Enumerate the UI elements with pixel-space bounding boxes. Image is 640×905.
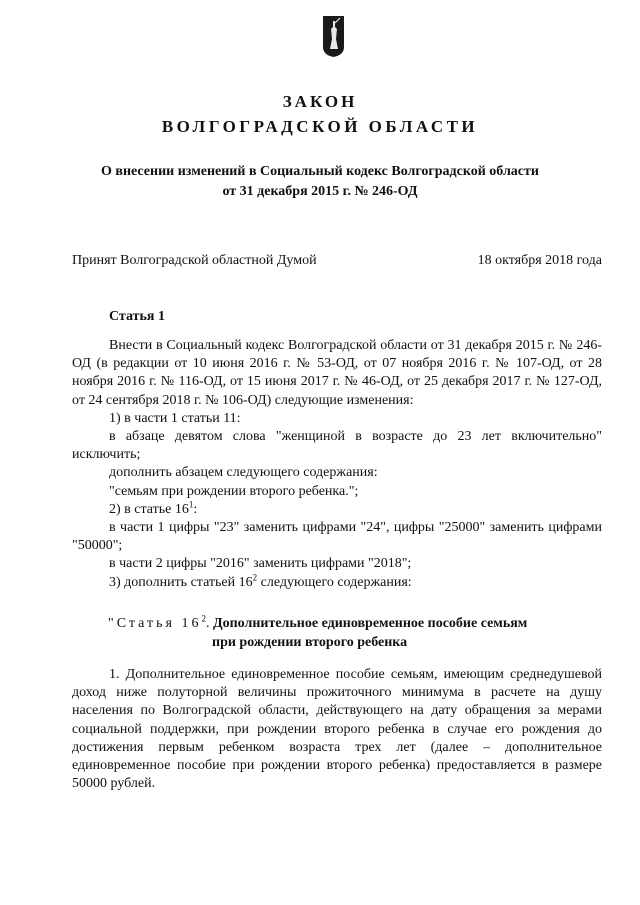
- law-subtitle-line1: О внесении изменений в Социальный кодекс Волгоградской области: [101, 164, 539, 179]
- article-16-2-title-cont: при рождении второго ребенка: [212, 634, 408, 650]
- item-2-b: в части 2 цифры "2016" заменить цифрами "2018";: [109, 556, 412, 572]
- article-16-2-body: [72, 666, 602, 793]
- law-subtitle-line2: от 31 декабря 2015 г. № 246-ОД: [222, 184, 418, 199]
- item-1-b: дополнить абзацем следующего содержания:: [109, 465, 378, 481]
- article-16-2-para-1: 1. Дополнительное единовременное пособие семьям, имеющим среднедушевой доход ниже полуторной величины прожиточного минимума в расчете на душу населения по Волгоградской области, действующего на дату обращения за мерами социальной поддержки, при рождении второго ребенка в случае его рождения до достижения первым ребенком возраста трех лет (далее – дополнительное единовременное пособие при рождении второго ребенка) предоставляется в размере 50000 рублей.: [72, 667, 602, 792]
- article-16-2-heading: "Статья $16^2$. Дополнительное единовременное пособие семьям при рождении второго ребенка: [72, 615, 602, 652]
- item-1-c: "семьям при рождении второго ребенка.";: [109, 483, 359, 499]
- law-title: ЗАКОН: [282, 92, 358, 111]
- item-1-a: в абзаце девятом слова "женщиной в возрасте до 23 лет включительно" исключить;: [72, 429, 602, 463]
- adoption-date: 18 октября 2018 года: [477, 253, 602, 268]
- adopted-by: Принят Волгоградской областной Думой: [72, 253, 317, 268]
- article-1-heading: Статья 1: [109, 309, 165, 324]
- item-3: 3) дополнить статьей $16^2$ следующего содержания:: [109, 571, 412, 590]
- article-1-body: [72, 337, 602, 592]
- region-title: ВОЛГОГРАДСКОЙ ОБЛАСТИ: [161, 117, 479, 136]
- item-2-a: в части 1 цифры "23" заменить цифрами "24", цифры "25000" заменить цифрами "50000";: [72, 520, 602, 554]
- article-1-intro: Внести в Социальный кодекс Волгоградской области от 31 декабря 2015 г. № 246-ОД (в редакции от 10 июня 2016 г. № 53-ОД, от 07 ноября 2016 г. № 107-ОД, от 28 ноября 2016 г. № 116-ОД, от 15 июня 2017 г. № 46-ОД, от 25 декабря 2017 г. № 127-ОД, от 24 сентября 2018 г. № 106-ОД) следующие изменения:: [72, 338, 602, 408]
- article-16-2-title: Дополнительное единовременное пособие семьям: [212, 616, 528, 631]
- coat-of-arms-icon: [322, 15, 345, 58]
- article-16-2-label: "Статья 16: [108, 616, 202, 631]
- item-2: 2) в статье $16^1$:: [109, 499, 198, 517]
- item-1: 1) в части 1 статьи 11:: [109, 410, 241, 426]
